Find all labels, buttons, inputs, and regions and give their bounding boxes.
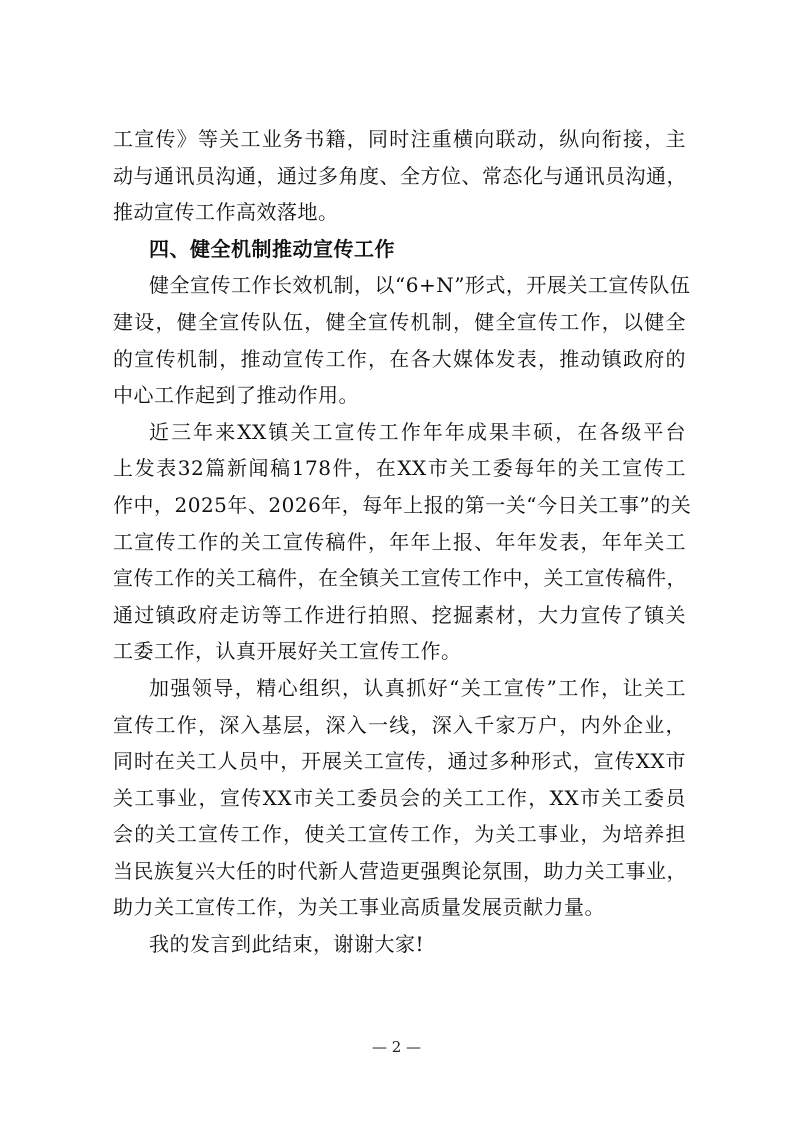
paragraph-3 xyxy=(113,670,686,926)
document-body xyxy=(113,121,692,963)
text-line: 近三年来XX镇关工宣传工作年年成果丰硕，在各级平台 xyxy=(149,419,686,444)
text-line: 推动宣传工作高效落地。 xyxy=(113,200,339,225)
text-line: 当民族复兴大任的时代新人营造更强舆论氛围，助力关工事业， xyxy=(113,858,687,883)
text-line: 关工事业，宣传XX市关工委员会的关工工作，XX市关工委员 xyxy=(113,785,686,810)
text-line: 工委工作，认真开展好关工宣传工作。 xyxy=(113,639,462,664)
text-line: 动与通讯员沟通，通过多角度、全方位、常态化与通讯员沟通， xyxy=(113,163,687,188)
text-line: 上发表32篇新闻稿178件，在XX市关工委每年的关工宣传工 xyxy=(113,456,686,481)
text-line: 宣传工作，深入基层，深入一线，深入千家万户，内外企业， xyxy=(113,712,686,737)
text-line: 的宣传机制，推动宣传工作，在各大媒体发表，推动镇政府的 xyxy=(113,346,686,371)
paragraph-2 xyxy=(113,414,692,670)
page-number: — 2 — xyxy=(371,1038,422,1056)
text-line: 作中，2025年、2026年，每年上报的第一关“今日关工事”的关 xyxy=(113,492,692,517)
text-line: 中心工作起到了推动作用。 xyxy=(113,383,359,408)
text-line: 会的关工宣传工作，使关工宣传工作，为关工事业，为培养担 xyxy=(113,822,686,847)
text-line: 通过镇政府走访等工作进行拍照、挖掘素材，大力宣传了镇关 xyxy=(113,602,686,627)
text-line: 健全宣传工作长效机制，以“6+N”形式，开展关工宣传队伍 xyxy=(149,273,691,298)
closing-remark: 我的发言到此结束，谢谢大家! xyxy=(149,932,425,957)
section-heading: 四、健全机制推动宣传工作 xyxy=(149,236,395,261)
text-line: 加强领导，精心组织，认真抓好“关工宣传”工作，让关工 xyxy=(149,675,686,700)
text-line: 助力关工宣传工作，为关工事业高质量发展贡献力量。 xyxy=(113,895,605,920)
text-line: 建设，健全宣传队伍，健全宣传机制，健全宣传工作，以健全 xyxy=(113,309,686,334)
text-line: 宣传工作的关工稿件，在全镇关工宣传工作中，关工宣传稿件， xyxy=(113,566,687,591)
text-line: 工宣传工作的关工宣传稿件，年年上报、年年发表，年年关工 xyxy=(113,529,686,554)
paragraph-1 xyxy=(113,267,691,413)
paragraph-continued xyxy=(113,121,686,231)
text-line: 工宣传》等关工业务书籍，同时注重横向联动，纵向衔接，主 xyxy=(113,127,686,151)
text-line: 同时在关工人员中，开展关工宣传，通过多种形式，宣传XX市 xyxy=(113,749,686,774)
